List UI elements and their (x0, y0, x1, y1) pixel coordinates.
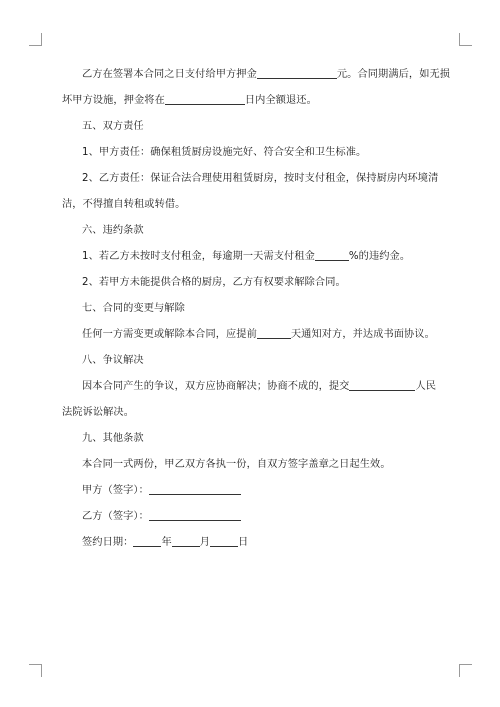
deposit-line-1 (62, 62, 451, 88)
notice-text-cont: 天通知对方，并达成书面协议。 (290, 329, 435, 340)
year-label: 年 (161, 537, 172, 548)
notice-text: 任何一方需变更或解除本合同，应提前 (82, 329, 257, 340)
crop-mark-top-right (459, 33, 472, 46)
court-blank[interactable] (349, 377, 415, 391)
party-a-signature-blank[interactable] (149, 481, 241, 495)
party-b-signature-line (62, 504, 440, 530)
section-5-item-1: 1、甲方责任：确保租赁厨房设施完好、符合安全和卫生标准。 (82, 147, 367, 158)
section-7-heading: 七、合同的变更与解除 (82, 303, 185, 314)
section-6-item-1 (62, 244, 440, 270)
deposit-text: 乙方在签署本合同之日支付给甲方押金 (82, 69, 257, 80)
penalty-text-cont: %的违约金。 (348, 251, 411, 262)
document-body (62, 62, 451, 556)
penalty-text: 1、若乙方未按时支付租金，每逾期一天需支付租金 (82, 251, 315, 262)
day-blank[interactable] (210, 533, 238, 547)
section-6-item-2: 2、若甲方未能提供合格的厨房，乙方有权要求解除合同。 (82, 277, 346, 288)
crop-mark-top-left (29, 33, 42, 46)
section-8-line-1 (62, 374, 440, 400)
section-7-text (62, 322, 440, 348)
section-8-heading: 八、争议解决 (82, 355, 144, 366)
dispute-text: 因本合同产生的争议，双方应协商解决；协商不成的，提交 (82, 381, 350, 392)
crop-mark-bottom-left (29, 664, 42, 677)
dispute-text-cont: 人民 (415, 381, 437, 392)
section-5-item-2-line-2: 洁，不得擅自转租或转借。 (62, 199, 186, 210)
deposit-return-text: 坏甲方设施，押金将在 (62, 95, 165, 106)
crop-mark-bottom-right (459, 664, 472, 677)
notice-days-blank[interactable] (257, 325, 291, 339)
deposit-line-2 (62, 88, 440, 114)
deposit-text-cont: 元。合同期满后，如无损 (336, 69, 451, 80)
party-b-label: 乙方（签字）： (82, 511, 149, 522)
section-9-heading: 九、其他条款 (82, 433, 144, 444)
signing-date-line (62, 530, 440, 556)
deposit-amount-blank[interactable] (257, 65, 337, 79)
day-label: 日 (238, 537, 249, 548)
party-b-signature-blank[interactable] (149, 507, 241, 521)
party-a-signature-line (62, 478, 440, 504)
section-5-item-2-line-1: 2、乙方责任：保证合法合理使用租赁厨房，按时支付租金，保持厨房内环境清 (82, 173, 439, 184)
deposit-return-text-cont: 日内全额退还。 (244, 95, 317, 106)
section-6-heading: 六、违约条款 (82, 225, 144, 236)
section-8-line-2: 法院诉讼解决。 (62, 407, 135, 418)
deposit-days-blank[interactable] (165, 91, 245, 105)
section-5-heading: 五、双方责任 (82, 121, 144, 132)
party-a-label: 甲方（签字）： (82, 485, 149, 496)
year-blank[interactable] (133, 533, 161, 547)
section-9-text: 本合同一式两份，甲乙双方各执一份，自双方签字盖章之日起生效。 (82, 459, 391, 470)
month-blank[interactable] (172, 533, 200, 547)
month-label: 月 (199, 537, 211, 548)
signing-date-label: 签约日期： (82, 537, 134, 548)
penalty-percent-blank[interactable] (315, 247, 349, 261)
